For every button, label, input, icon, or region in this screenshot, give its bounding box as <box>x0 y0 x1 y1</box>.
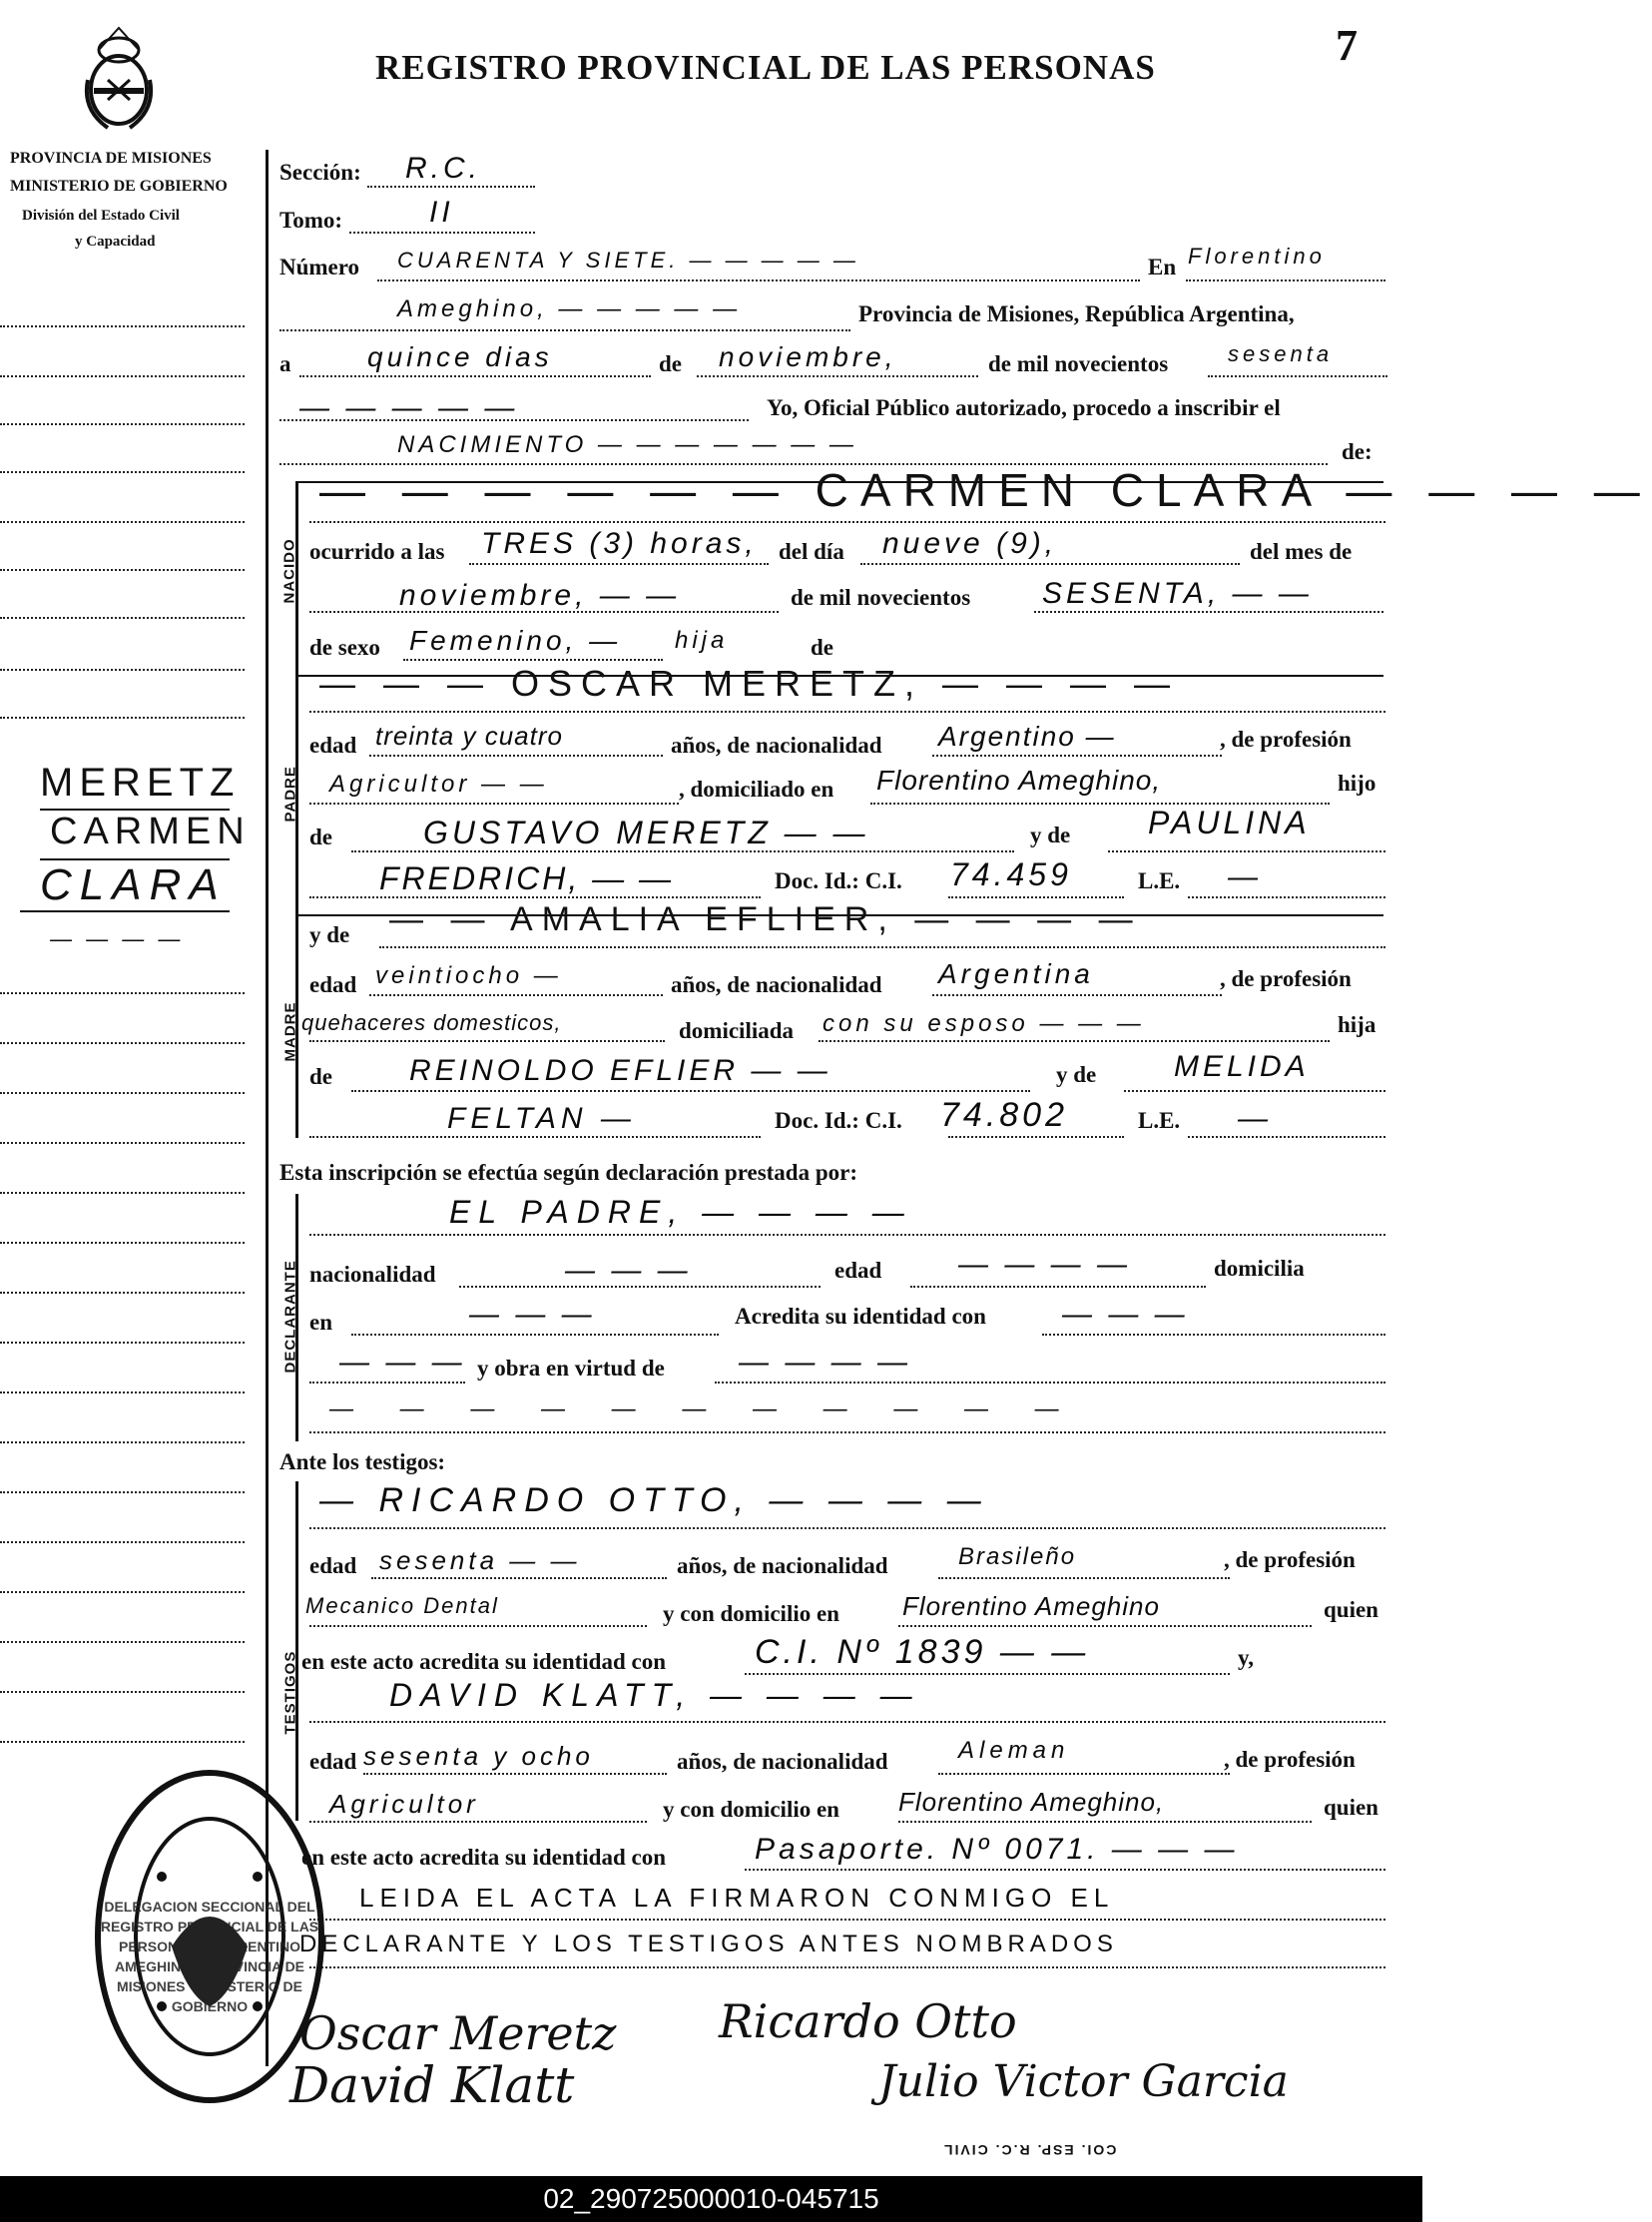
t2-doc-line <box>745 1869 1385 1871</box>
padre-le-value: — <box>1228 860 1262 893</box>
declarante-nac-label: nacionalidad <box>309 1262 436 1287</box>
horas-value: TRES (3) horas, <box>481 527 758 560</box>
place-line <box>279 329 850 331</box>
madre-edad-value: veintiocho — <box>375 962 562 989</box>
dia-value: nueve (9), <box>882 527 1058 560</box>
declarante-obra-pre-line <box>309 1382 465 1384</box>
hija-value: hija <box>675 627 729 654</box>
padre-prof-label: , de profesión <box>1220 727 1352 752</box>
t1-doc-line <box>745 1673 1230 1675</box>
t2-nac-line <box>938 1773 1230 1775</box>
de-label: de <box>659 351 682 376</box>
madre-yde2-label: y de <box>1056 1062 1097 1087</box>
t2-domic-label: y con domicilio en <box>663 1797 839 1822</box>
margin-surname: MERETZ <box>40 761 241 805</box>
en-label: En <box>1148 255 1177 279</box>
t1-quien-label: quien <box>1324 1597 1378 1622</box>
t2-edad-value: sesenta y ocho <box>363 1741 594 1771</box>
acto-value: NACIMIENTO — — — — — — — <box>397 431 857 458</box>
madre-prof-line <box>309 1040 665 1042</box>
t1-edad-line <box>371 1577 667 1579</box>
madre-mother-line <box>1124 1090 1385 1092</box>
madre-doc-label: Doc. Id.: C.I. <box>775 1108 902 1133</box>
padre-le-label: L.E. <box>1138 868 1181 893</box>
t2-prof-label: , de profesión <box>1224 1747 1356 1772</box>
madre-label: MADRE <box>281 1001 299 1062</box>
padre-mother-value: PAULINA <box>1148 805 1311 840</box>
t2-edad-label: edad <box>309 1749 357 1774</box>
madre-le-line <box>1188 1136 1385 1138</box>
declarante-intro: Esta inscripción se efectúa según declaración prestada por: <box>279 1160 858 1185</box>
nacido-label: NACIDO <box>280 538 298 604</box>
declarante-obra-line <box>715 1382 1385 1384</box>
sexo-label: de sexo <box>309 635 380 660</box>
signature-david: David Klatt <box>289 2056 575 2114</box>
province-text: Provincia de Misiones, República Argentina, <box>858 301 1295 326</box>
org-line-4: y Capacidad <box>75 234 156 250</box>
margin-underline-3 <box>20 910 230 912</box>
stamp-text: DELEGACION SECCIONAL DEL REGISTRO PROVINCIAL DE LAS PERSONAS · FLORENTINO AMEGHINO · PROVINCIA DE MISIONES · MINISTERIO DE GOBIERNO <box>100 1899 319 2014</box>
declarante-obra-label: y obra en virtud de <box>477 1356 665 1381</box>
t1-doc-value: C.I. Nº 1839 — — <box>755 1633 1090 1671</box>
numero-line <box>377 279 1140 281</box>
anio-nac-value: SESENTA, — — <box>1042 577 1313 610</box>
footer-code: 02_290725000010-045715 <box>0 2176 1422 2222</box>
declarante-obra-value: — — — — <box>739 1346 912 1379</box>
anio-line <box>1208 375 1387 377</box>
madre-hija-label: hija <box>1338 1012 1377 1037</box>
madre-father-line <box>351 1090 1030 1092</box>
madre-yde-label: y de <box>309 922 350 947</box>
t1-edad-value: sesenta — — <box>379 1545 581 1575</box>
madre-le-value: — <box>1238 1102 1272 1135</box>
place-value: Ameghino, — — — — — <box>397 295 742 322</box>
madre-prof-label: , de profesión <box>1220 966 1352 991</box>
padre-le-line <box>1188 896 1385 898</box>
tomo-label: Tomo: <box>279 208 343 233</box>
madre-de-label: de <box>309 1064 332 1089</box>
declarante-label: DECLARANTE <box>281 1260 299 1374</box>
nacido-name-line <box>309 521 1385 523</box>
tomo-line <box>349 232 535 234</box>
madre-le-label: L.E. <box>1138 1108 1181 1133</box>
seal-caption: COI. ESP. R.C. CIVIL <box>942 2142 1117 2158</box>
seccion-line <box>367 186 535 188</box>
dias-value: quince dias <box>367 341 553 372</box>
coat-of-arms-icon <box>78 20 160 138</box>
testigos-intro: Ante los testigos: <box>279 1449 446 1474</box>
testigos-label: TESTIGOS <box>281 1650 299 1735</box>
t1-name-line <box>309 1527 1385 1529</box>
t1-domic-label: y con domicilio en <box>663 1601 839 1626</box>
madre-edad-line <box>369 994 663 996</box>
org-line-2: MINISTERIO DE GOBIERNO <box>10 178 228 195</box>
madre-domic-value: con su esposo — — — <box>823 1010 1145 1037</box>
t1-y-label: y, <box>1238 1645 1254 1670</box>
madre-mother2-line <box>309 1136 761 1138</box>
t2-nac-value: Aleman <box>958 1737 1070 1764</box>
anio-nac-line <box>1034 611 1383 613</box>
padre-name-line <box>309 711 1385 713</box>
horas-line <box>469 563 769 565</box>
madre-prof-value: quehaceres domesticos, <box>301 1010 562 1035</box>
t1-nac-line <box>938 1577 1230 1579</box>
mil-text: de mil novecientos <box>988 351 1169 376</box>
madre-edad-label: edad <box>309 972 357 997</box>
dias-line <box>299 375 651 377</box>
declarante-en-line <box>351 1334 719 1336</box>
padre-edad-value: treinta y cuatro <box>375 721 563 751</box>
t2-doc-value: Pasaporte. Nº 0071. — — — <box>755 1833 1239 1866</box>
en-value: Florentino <box>1188 244 1326 269</box>
madre-mother-value: MELIDA <box>1174 1050 1310 1083</box>
declarante-acredita-value: — — — <box>1062 1298 1189 1331</box>
declarante-last-line <box>309 1431 1385 1433</box>
madre-name-line <box>379 946 1385 948</box>
t2-name-line <box>309 1721 1385 1723</box>
t2-quien-label: quien <box>1324 1795 1378 1820</box>
ocurrido-label: ocurrido a las <box>309 539 445 564</box>
note1-value: LEIDA EL ACTA LA FIRMARON CONMIGO EL <box>359 1883 1115 1913</box>
padre-domic-value: Florentino Ameghino, <box>876 765 1162 796</box>
margin-underline-1 <box>40 809 230 811</box>
t1-domic-value: Florentino Ameghino <box>902 1591 1160 1621</box>
padre-label: PADRE <box>281 766 299 823</box>
del-dia-label: del día <box>779 539 844 564</box>
margin-dash: — — — — <box>50 926 185 951</box>
de-colon: de: <box>1342 439 1373 464</box>
padre-doc-label: Doc. Id.: C.I. <box>775 868 902 893</box>
padre-father-value: GUSTAVO MERETZ — — <box>423 815 869 850</box>
padre-name-value: — — — OSCAR MERETZ, — — — — <box>319 663 1180 704</box>
seccion-label: Sección: <box>279 160 361 185</box>
madre-father-value: REINOLDO EFLIER — — <box>409 1054 831 1087</box>
padre-domic-label: , domiciliado en <box>679 777 834 802</box>
padre-mother-line <box>1108 850 1385 852</box>
note2-line <box>309 1966 1385 1968</box>
declarante-last-value: — — — — — — — — — — — <box>329 1395 1079 1422</box>
padre-prof-value: Agricultor — — <box>329 771 548 798</box>
padre-prof-line <box>309 803 679 805</box>
dia-line <box>860 563 1240 565</box>
madre-doc-line <box>948 1136 1124 1138</box>
padre-nac-line <box>932 755 1222 757</box>
t1-nac-value: Brasileño <box>958 1543 1077 1570</box>
declarante-en-value: — — — <box>469 1298 596 1331</box>
document-title: REGISTRO PROVINCIAL DE LAS PERSONAS <box>375 48 1156 87</box>
numero-value: CUARENTA Y SIETE. — — — — — <box>397 248 859 273</box>
padre-doc-value: 74.459 <box>950 856 1072 892</box>
madre-domic-line <box>819 1040 1330 1042</box>
tomo-value: II <box>429 196 454 229</box>
padre-hijo-label: hijo <box>1338 771 1377 796</box>
declarante-en-label: en <box>309 1310 332 1335</box>
t1-prof-value: Mecanico Dental <box>305 1593 499 1618</box>
mes-value: noviembre, <box>719 341 897 372</box>
sexo-value: Femenino, — <box>409 625 622 656</box>
t1-acredita-label: en este acto acredita su identidad con <box>301 1649 667 1674</box>
org-line-1: PROVINCIA DE MISIONES <box>10 150 212 167</box>
t1-nac-label: años, de nacionalidad <box>677 1553 888 1578</box>
padre-mother2-value: FREDRICH, — — <box>379 860 674 896</box>
padre-nac-label: años, de nacionalidad <box>671 733 882 758</box>
en-line <box>1186 279 1385 281</box>
declarante-name-value: EL PADRE, — — — — <box>449 1194 912 1230</box>
margin-middlename: CLARA <box>40 860 227 909</box>
margin-underline-2 <box>40 858 230 860</box>
seccion-value: R.C. <box>405 152 481 185</box>
oficial-text: Yo, Oficial Público autorizado, procedo a inscribir el <box>767 395 1281 420</box>
padre-edad-line <box>369 755 663 757</box>
declarante-acredita-line <box>1042 1334 1385 1336</box>
declarante-edad-label: edad <box>834 1258 882 1283</box>
signature-official: Julio Victor Garcia <box>878 2056 1289 2107</box>
mil-nac-label: de mil novecientos <box>791 585 971 610</box>
declarante-obra-pre: — — — <box>339 1346 466 1379</box>
sexo-line <box>403 659 663 661</box>
nacido-name-value: — — — — — — CARMEN CLARA — — — — <box>319 464 1652 516</box>
declarante-nac-value: — — — <box>565 1254 692 1287</box>
declarante-domic-label: domicilia <box>1214 1256 1305 1281</box>
anio-value: sesenta <box>1228 341 1334 366</box>
t2-edad-line <box>363 1773 667 1775</box>
t2-prof-value: Agricultor <box>329 1789 479 1819</box>
t1-prof-label: , de profesión <box>1224 1547 1356 1572</box>
t1-domic-line <box>898 1625 1312 1627</box>
mes-line <box>697 375 978 377</box>
signature-oscar: Oscar Meretz <box>299 2006 617 2060</box>
note2-value: DECLARANTE Y LOS TESTIGOS ANTES NOMBRADOS <box>299 1931 1118 1957</box>
numero-label: Número <box>279 255 360 279</box>
note1-line <box>309 1919 1385 1921</box>
t2-prof-line <box>309 1821 647 1823</box>
padre-doc-line <box>948 896 1124 898</box>
madre-domic-label: domiciliada <box>679 1018 795 1043</box>
madre-mother2-value: FELTAN — <box>447 1102 636 1135</box>
t2-nac-label: años, de nacionalidad <box>677 1749 888 1774</box>
t1-edad-label: edad <box>309 1553 357 1578</box>
nacido-de-label: de <box>811 635 833 660</box>
a-label: a <box>279 351 291 376</box>
declarante-name-line <box>309 1234 1385 1236</box>
t1-prof-line <box>309 1625 647 1627</box>
madre-doc-value: 74.802 <box>940 1096 1068 1134</box>
madre-name-value: — — AMALIA EFLIER, — — — — <box>389 900 1142 938</box>
t2-domic-value: Florentino Ameghino, <box>898 1787 1165 1817</box>
declarante-edad-line <box>910 1286 1206 1288</box>
page-number: 7 <box>1336 21 1358 70</box>
t2-name-value: DAVID KLATT, — — — — <box>389 1677 920 1713</box>
mes-nac-value: noviembre, — — <box>399 579 681 612</box>
signature-ricardo: Ricardo Otto <box>719 1994 1017 2048</box>
padre-edad-label: edad <box>309 733 357 758</box>
padre-de-label: de <box>309 825 332 849</box>
t2-acredita-label: en este acto acredita su identidad con <box>301 1845 667 1870</box>
t1-name-value: — RICARDO OTTO, — — — — <box>319 1481 989 1519</box>
dash-value: — — — — — <box>299 391 519 424</box>
padre-yde-label: y de <box>1030 823 1071 847</box>
madre-nac-value: Argentina <box>938 958 1094 989</box>
declarante-edad-value: — — — — <box>958 1248 1132 1281</box>
margin-firstname: CARMEN <box>50 811 251 852</box>
org-line-3: División del Estado Civil <box>22 208 180 224</box>
madre-nac-line <box>932 994 1222 996</box>
padre-nac-value: Argentino — <box>938 721 1116 752</box>
declarante-acredita-label: Acredita su identidad con <box>735 1304 986 1329</box>
t2-domic-line <box>898 1821 1312 1823</box>
del-mes-label: del mes de <box>1250 539 1353 564</box>
madre-nac-label: años, de nacionalidad <box>671 972 882 997</box>
